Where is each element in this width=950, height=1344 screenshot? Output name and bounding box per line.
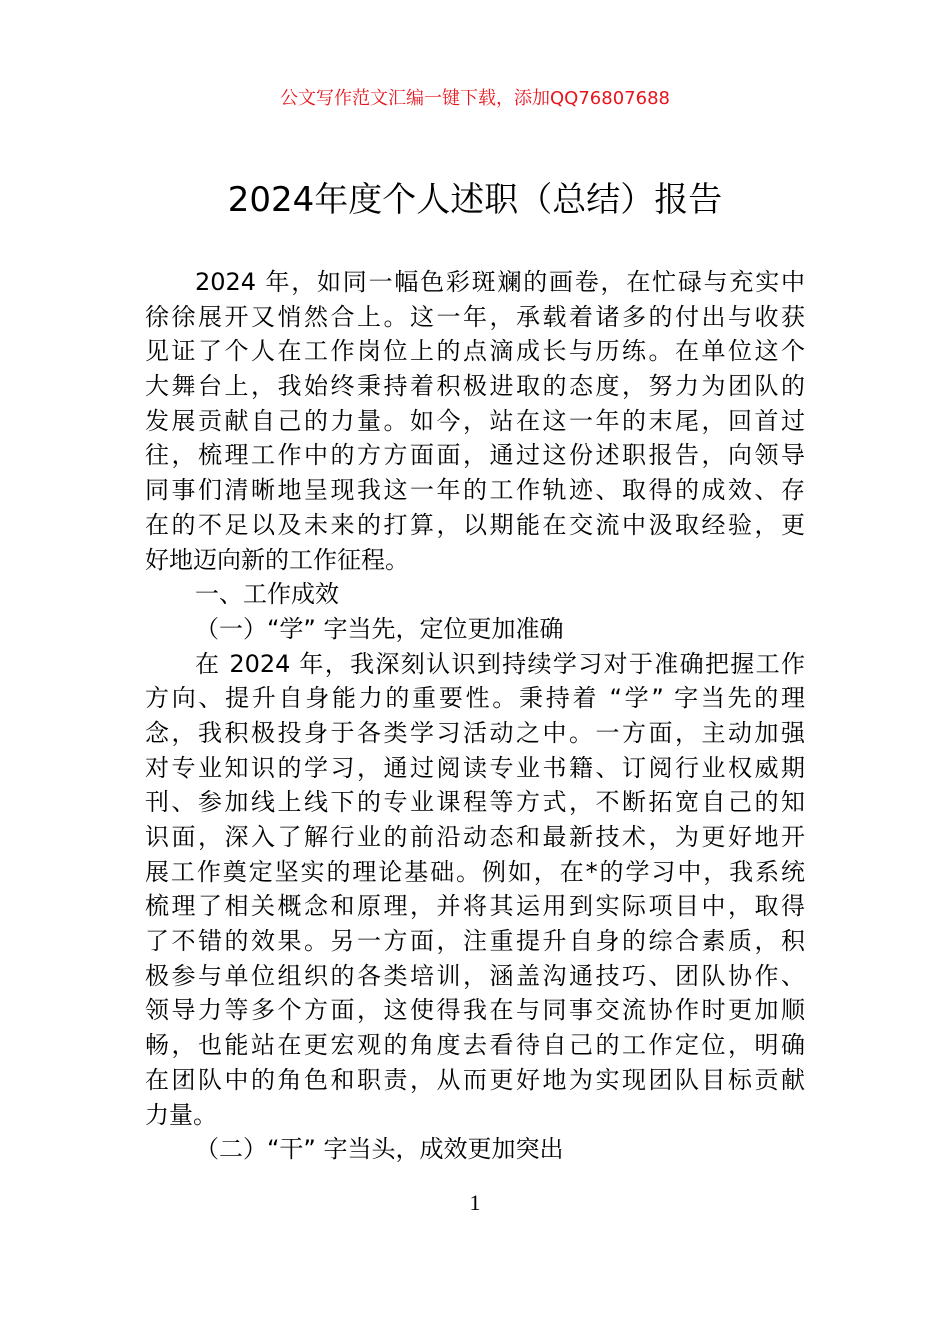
text-line: 识面，深入了解行业的前沿动态和最新技术，为更好地开 [145,823,805,851]
text-line: 徐徐展开又悄然合上。这一年，承载着诸多的付出与收获 [145,302,805,331]
text-line: 梳理了相关概念和原理，并将其运用到实际项目中，取得 [145,892,805,921]
text-line: 领导力等多个方面，这使得我在与同事交流协作时更加顺 [145,996,805,1025]
text-line: 对专业知识的学习，通过阅读专业书籍、订阅行业权威期 [145,753,805,782]
text-line: 方向、提升自身能力的重要性。秉持着 “学” 字当先的理 [145,684,805,713]
text-line: 2024 年，如同一幅色彩斑斓的画卷，在忙碌与充实中 [195,268,805,296]
text-line: 刊、参加线上线下的专业课程等方式，不断拓宽自己的知 [145,788,805,817]
text-line: 在的不足以及未来的打算，以期能在交流中汲取经验，更 [145,510,805,539]
text-line: 力量。 [145,1100,217,1129]
text-line: 了不错的效果。另一方面，注重提升自身的综合素质，积 [145,927,805,956]
text-line: 一、工作成效 [195,580,339,609]
text-line: 在 2024 年，我深刻认识到持续学习对于准确把握工作 [195,649,805,678]
text-line: 展工作奠定坚实的理论基础。例如，在*的学习中，我系统 [145,857,805,886]
text-line: 极参与单位组织的各类培训，涵盖沟通技巧、团队协作、 [145,961,805,990]
text-line: 同事们清晰地呈现我这一年的工作轨迹、取得的成效、存 [145,476,805,505]
text-line: 大舞台上，我始终秉持着积极进取的态度，努力为团队的 [145,372,805,401]
text-line: 往，梳理工作中的方方面面，通过这份述职报告，向领导 [145,441,805,470]
promo-header: 公文写作范文汇编一键下载，添加QQ76807688 [280,88,670,109]
text-line: 见证了个人在工作岗位上的点滴成长与历练。在单位这个 [145,337,805,366]
text-line: 发展贡献自己的力量。如今，站在这一年的末尾，回首过 [145,406,805,435]
text-line: （二）“干” 字当头，成效更加突出 [195,1135,564,1164]
page-number: 1 [469,1190,481,1215]
document-body [145,265,805,1167]
document-title: 2024年度个人述职（总结）报告 [227,180,723,220]
text-line: （一）“学” 字当先，定位更加准确 [195,614,564,643]
text-line: 好地迈向新的工作征程。 [145,545,409,574]
text-line: 畅，也能站在更宏观的角度去看待自己的工作定位，明确 [145,1031,805,1060]
text-line: 念，我积极投身于各类学习活动之中。一方面，主动加强 [145,718,805,747]
text-line: 在团队中的角色和职责，从而更好地为实现团队目标贡献 [145,1065,805,1094]
